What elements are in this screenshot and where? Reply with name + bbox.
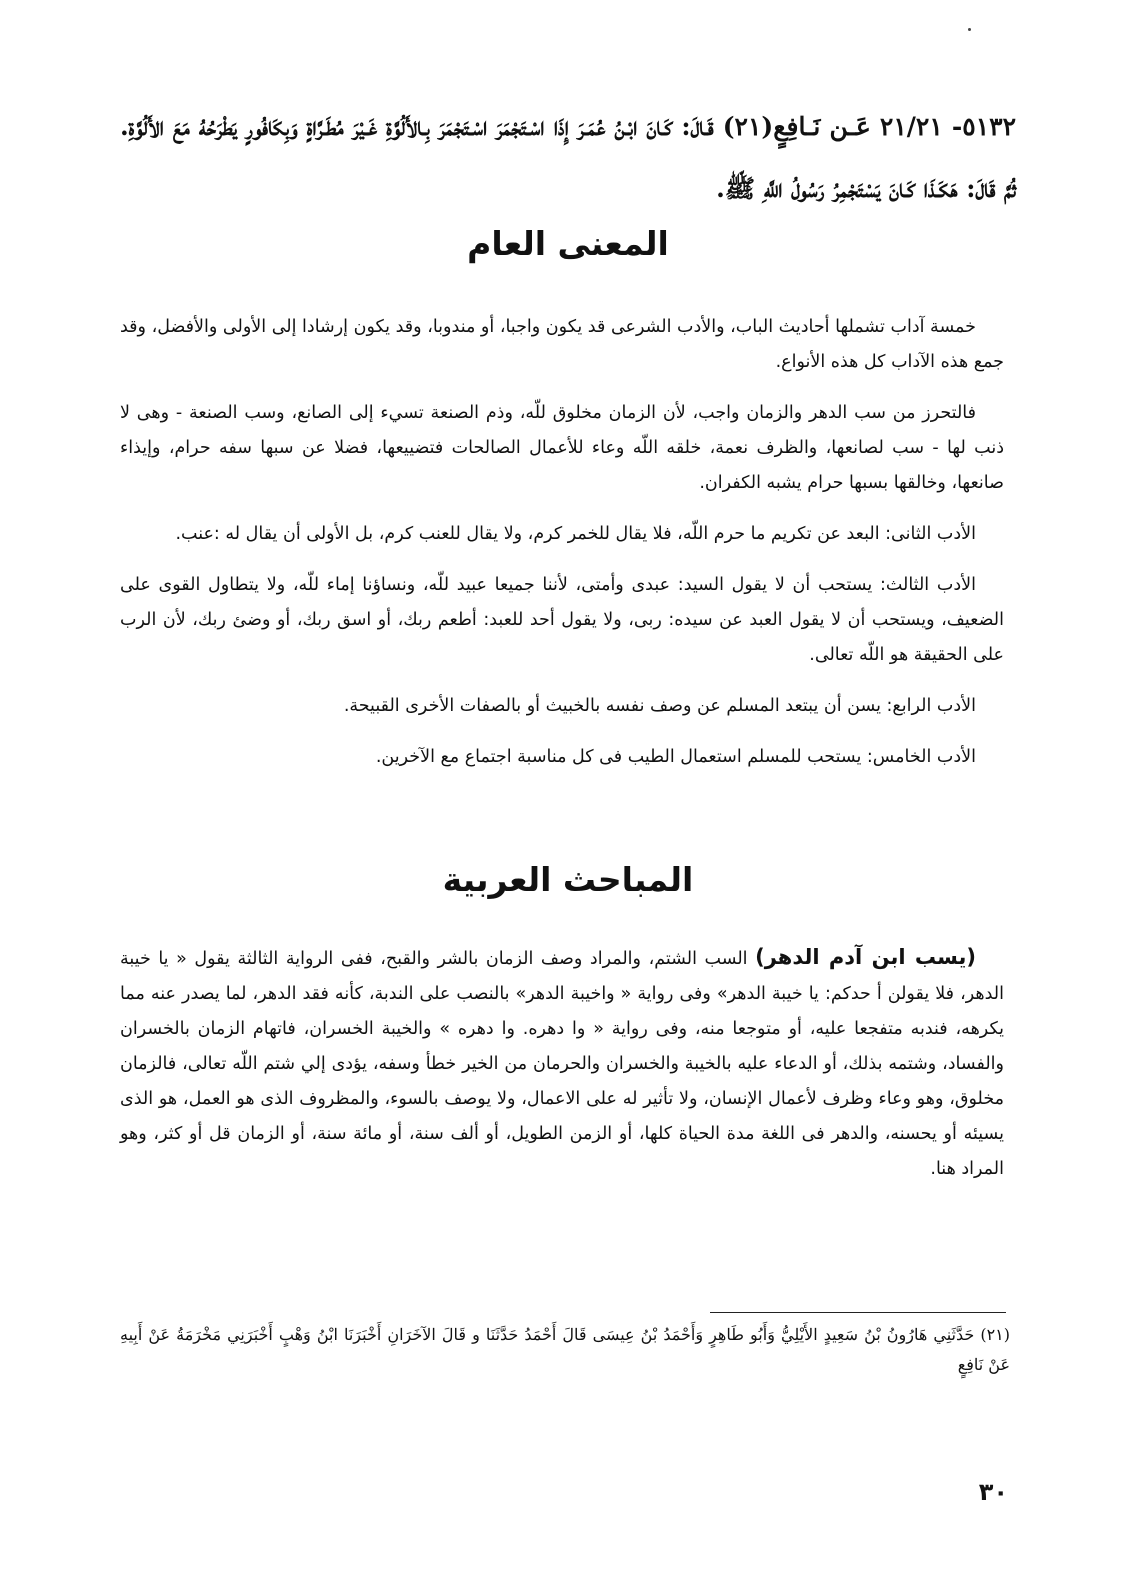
general-paragraph-6: الأدب الخامس: يستحب للمسلم استعمال الطيب فى كل مناسبة اجتماع مع الآخرين. xyxy=(375,747,976,767)
footnote: (٢١) حَدَّثَنِي هَارُونُ بْنُ سَعِيدٍ الأَيْلِيُّ وَأَبُو طَاهِرٍ وَأَحْمَدُ بْنُ عِيسَى قَالَ أَحْمَدُ حَدَّثَنَا و قَالَ الآخَرَانِ أَخْبَرَنَا ابْنُ وَهْبٍ أَخْبَرَنِي مَخْرَمَةُ عَنْ أَبِيهِ عَنْ نَافِعٍ xyxy=(120,1325,1010,1374)
footnote-divider xyxy=(710,1312,1006,1313)
general-paragraph-2: فالتحرز من سب الدهر والزمان واجب، لأن الزمان مخلوق للّه، وذم الصنعة تسيء إلى الصانع، وسب الصنعة - وهى لا ذنب لها - سب لصانعها، والظرف نعمة، خلقه اللّه وعاء للأعمال الصالحات فتضييعها، فضلا عن سبها سفه حرام، وإيذاء صانعها، وخالقها بسبها حرام يشبه الكفران. xyxy=(120,403,1004,493)
arabic-studies-text: السب الشتم، والمراد وصف الزمان بالشر والقبح، ففى الرواية الثالثة يقول « يا خيبة الدهر، فلا يقولن أ حدكم: يا خيبة الدهر» وفى رواية « واخيبة الدهر» بالنصب على الندبة، كأنه فقد الدهر، لما يصدر عنه مما يكرهه، فندبه متفجعا عليه، أو متوجعا منه، وفى رواية « وا دهره. وا دهره » والخيبة الخسران، فاتهام الزمان بالخسران والفساد، وشتمه بذلك، أو الدعاء عليه بالخيبة والخسران والحرمان من الخير خطأ وسفه، يؤدى إلي شتم اللّه تعالى، فالزمان مخلوق، وهو وعاء وظرف لأعمال الإنسان، ولا تأثير له على الاعمال، ولا يوصف بالسوء، والمظروف الذى هو العمل، هو الذى يسيئه أو يحسنه، والدهر فى اللغة مدة الحياة كلها، أو الزمن الطويل، أو ألف سنة، أو مائة سنة، أو الزمان قل أو كثر، وهو المراد هنا. xyxy=(120,949,1004,1179)
arabic-studies-section xyxy=(120,940,1004,1187)
lead-term: (يسب ابن آدم الدهر) xyxy=(755,945,976,969)
general-paragraph-5: الأدب الرابع: يسن أن يبتعد المسلم عن وصف نفسه بالخبيث أو بالصفات الأخرى القبيحة. xyxy=(343,696,976,716)
general-meaning-section xyxy=(120,310,1004,775)
page-number: ٣٠ xyxy=(978,1478,1008,1506)
heading-arabic-studies: المباحث العربية xyxy=(442,860,694,899)
hadith-text: ٥١٣٢- ٢١/٢١ عَـن نَـافِعٍ(٢١) قَـالَ: كَـانَ ابْـنُ عُمَـرَ إِذَا اسْـتَجْمَرَ اسْـتَجْمَرَ بِـالأَلُوَّةِ غَـيْرَ مُطَـرَّاةٍ وَبِكَافُورٍ يَطْرَحُهُ مَعَ الأَلُوَّةِ. ثُمَّ قَالَ: هَكَـذَا كَـانَ يَسْتَجْمِرُ رَسُولُ اللَّهِ ﷺ. xyxy=(120,112,1016,203)
heading-general-meaning: المعنى العام xyxy=(467,224,669,263)
arabic-studies-paragraph xyxy=(120,940,1004,1187)
general-paragraph-4: الأدب الثالث: يستحب أن لا يقول السيد: عبدى وأمتى، لأننا جميعا عبيد للّه، ونساؤنا إماء للّه، ولا يتطاول القوى على الضعيف، ويستحب أن لا يقول العبد عن سيده: ربى، ولا يقول أحد للعبد: أطعم ربك، أو اسق ربك، أو وضئ ربك، لأن الرب على الحقيقة هو اللّه تعالى. xyxy=(120,575,1004,665)
general-paragraph-1: خمسة آداب تشملها أحاديث الباب، والأدب الشرعى قد يكون واجبا، أو مندوبا، وقد يكون إرشادا إلى الأولى والأفضل، وقد جمع هذه الآداب كل هذه الأنواع. xyxy=(120,317,1004,372)
general-paragraph-3: الأدب الثانى: البعد عن تكريم ما حرم اللّه، فلا يقال للخمر كرم، ولا يقال للعنب كرم، بل الأولى أن يقال له :عنب. xyxy=(175,524,976,544)
scan-speck xyxy=(968,28,971,31)
